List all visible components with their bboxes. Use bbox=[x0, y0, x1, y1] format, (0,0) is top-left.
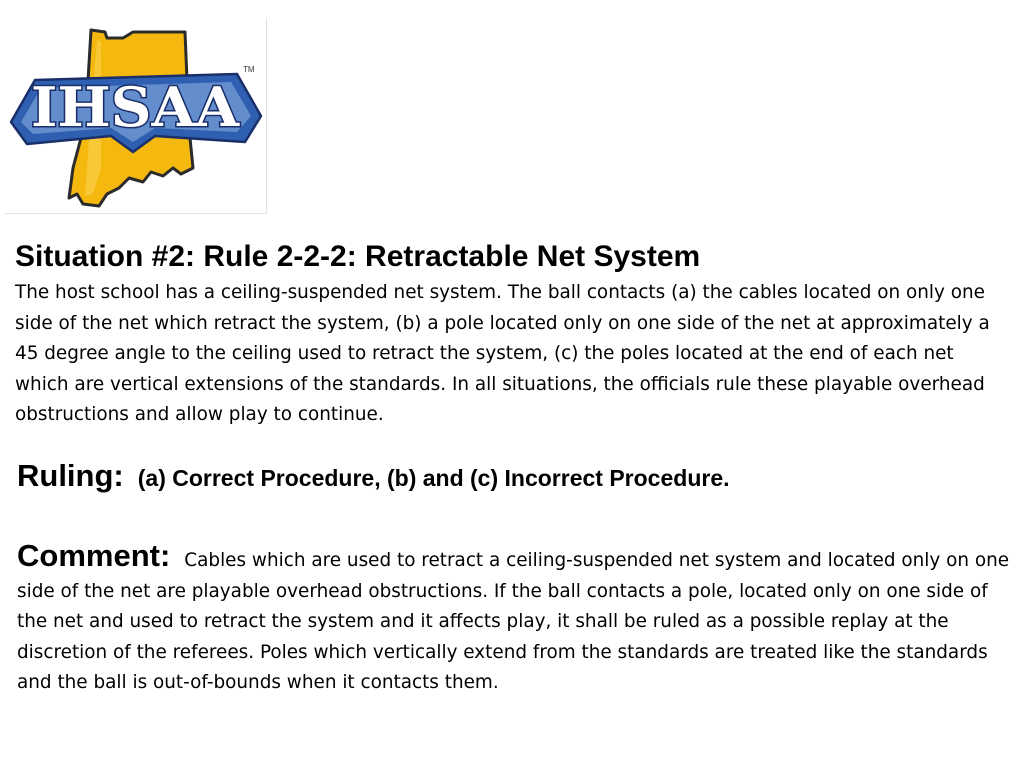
situation-text: The host school has a ceiling-suspended net system. The ball contacts (a) the cables located on only one side of the net which retract the system, (b) a pole located only on one side of the net at approximately a 45 degree angle to the ceiling used to retract the system, (c) the poles located at the end of each net which are vertical extensions of the standards. In all situations, the officials rule these playable overhead obstructions and allow play to continue. bbox=[15, 282, 990, 426]
comment-text: Cables which are used to retract a ceiling-suspended net system and located only on one side of the net are playable overhead obstructions. If the ball contacts a pole, located only on one side of the net and used to retract the system and it affects play, it shall be ruled as a possible replay at the discretion of the referees. Poles which vertically extend from the standards are treated like the standards and the ball is out-of-bounds when it contacts them. bbox=[17, 550, 1010, 694]
ruling-text: (a) Correct Procedure, (b) and (c) Incorrect Procedure. bbox=[137, 465, 730, 491]
ruling-label: Ruling: bbox=[17, 458, 124, 493]
comment-label: Comment: bbox=[17, 538, 171, 573]
trademark-mark: TM bbox=[243, 65, 255, 74]
ruling-line bbox=[17, 458, 730, 494]
ihsaa-logo bbox=[5, 18, 267, 214]
logo-letters: IHSAA bbox=[31, 75, 241, 139]
indiana-state-logo-icon bbox=[5, 18, 265, 212]
comment-paragraph bbox=[17, 538, 1012, 699]
situation-heading: Situation #2: Rule 2-2-2: Retractable Net System bbox=[15, 240, 701, 273]
